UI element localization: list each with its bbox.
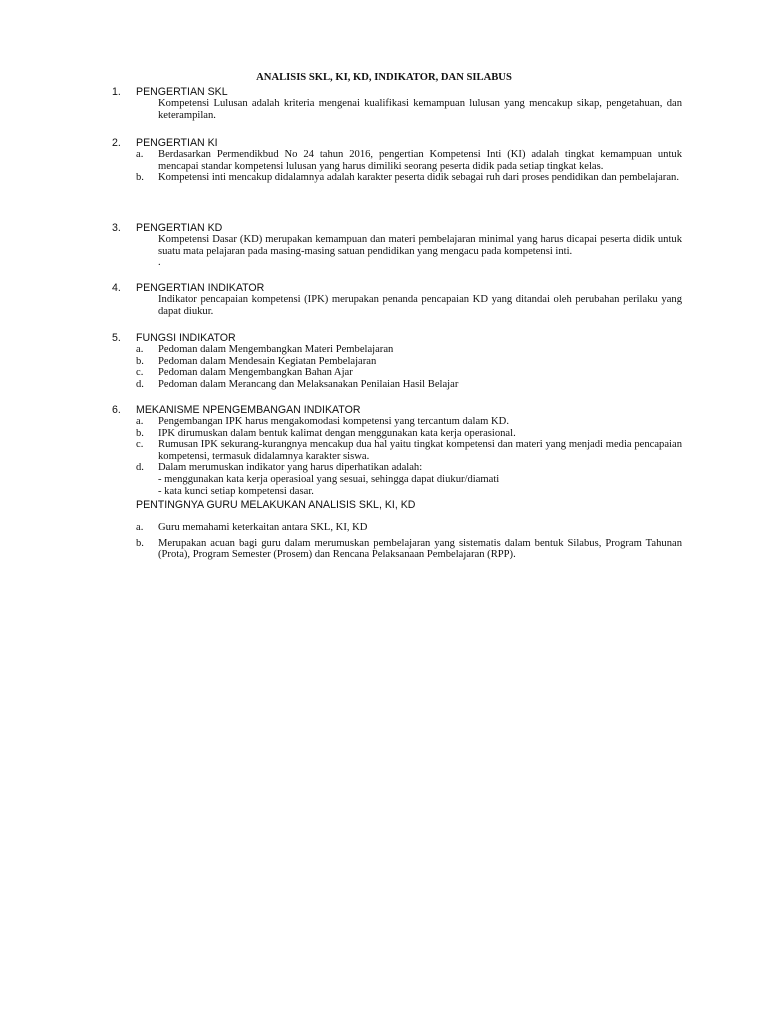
section-pentingnya — [112, 522, 682, 561]
section-heading: PENGERTIAN KD — [136, 222, 223, 234]
section-heading-pentingnya: PENTINGNYA GURU MELAKUKAN ANALISIS SKL, KI, KD — [136, 499, 416, 511]
item-letter: a. — [136, 522, 144, 533]
item-text: Guru memahami keterkaitan antara SKL, KI, KD — [158, 522, 368, 533]
list-item — [112, 462, 682, 497]
item-letter: a. — [136, 344, 144, 355]
item-subpoint: - menggunakan kata kerja operasioal yang sesuai, sehingga dapat diukur/diamati — [158, 473, 500, 485]
section-paragraph: Indikator pencapaian kompetensi (IPK) merupakan penanda pencapaian KD yang ditandai oleh perubahan perilaku yang dapat diukur. — [158, 294, 682, 317]
section-heading: PENGERTIAN SKL — [136, 86, 228, 98]
item-letter: b. — [136, 355, 144, 367]
item-list — [112, 522, 682, 561]
item-text: Pedoman dalam Mendesain Kegiatan Pembelajaran — [158, 355, 377, 367]
item-text: Kompetensi inti mencakup didalamnya adalah karakter peserta didik sebagai ruh dari proses pendidikan dan pembelajaran. — [158, 172, 679, 184]
list-item — [112, 379, 682, 391]
list-item — [112, 367, 682, 379]
section-header — [112, 404, 682, 416]
list-item — [112, 356, 682, 368]
item-list — [112, 149, 682, 184]
section-indikator — [112, 282, 682, 317]
trailing-dot: . — [158, 257, 161, 269]
item-subpoint: - kata kunci setiap kompetensi dasar. — [158, 485, 314, 497]
list-item — [112, 522, 682, 534]
list-item — [112, 172, 682, 184]
item-text: Dalam merumuskan indikator yang harus diperhatikan adalah: — [158, 462, 423, 474]
section-heading: PENGERTIAN KI — [136, 137, 218, 149]
item-text: Pedoman dalam Merancang dan Melaksanakan Penilaian Hasil Belajar — [158, 378, 459, 390]
section-heading: MEKANISME NPENGEMBANGAN INDIKATOR — [136, 404, 361, 416]
item-letter: c. — [136, 439, 144, 451]
section-number: 6. — [112, 404, 121, 416]
item-text: Rumusan IPK sekurang-kurangnya mencakup dua hal yaitu tingkat kompetensi dan materi yang menjadi media pencapaian kompetensi, termasuk didalamnya karakter siswa. — [158, 439, 682, 462]
item-list — [112, 416, 682, 497]
section-paragraph: Kompetensi Dasar (KD) merupakan kemampuan dan materi pembelajaran minimal yang harus dicapai peserta didik untuk suatu mata pelajaran pada masing-masing satuan pendidikan yang mengacu pada kompetensi inti. — [158, 234, 682, 257]
list-item — [112, 344, 682, 356]
section-header — [112, 86, 682, 98]
item-text: Berdasarkan Permendikbud No 24 tahun 2016, pengertian Kompetensi Inti (KI) adalah tingkat kemampuan untuk mencapai standar kompetensi lulusan yang harus dimiliki seorang peserta didik pada setiap tingkat kelas. — [158, 149, 682, 172]
item-text: Pengembangan IPK harus mengakomodasi kompetensi yang tercantum dalam KD. — [158, 416, 509, 427]
item-letter: b. — [136, 537, 144, 549]
list-item — [112, 149, 682, 172]
item-letter: b. — [136, 427, 144, 439]
list-item — [112, 538, 682, 561]
item-letter: b. — [136, 172, 144, 184]
item-letter: d. — [136, 378, 144, 390]
item-text: Pedoman dalam Mengembangkan Materi Pembelajaran — [158, 344, 394, 355]
section-paragraph: Kompetensi Lulusan adalah kriteria mengenai kualifikasi kemampuan lulusan yang mencakup sikap, pengetahuan, dan keterampilan. — [158, 98, 682, 121]
section-ki — [112, 137, 682, 184]
item-text: Merupakan acuan bagi guru dalam merumuskan pembelajaran yang sistematis dalam bentuk Silabus, Program Tahunan (Prota), Program Semester (Prosem) dan Rencana Pelaksanaan Pembelajaran (RPP). — [158, 537, 682, 561]
item-letter: c. — [136, 367, 144, 379]
item-text: Pedoman dalam Mengembangkan Bahan Ajar — [158, 367, 353, 379]
section-skl — [112, 86, 682, 121]
section-number: 4. — [112, 282, 121, 294]
list-item — [112, 428, 682, 440]
section-kd — [112, 222, 682, 269]
item-letter: d. — [136, 462, 144, 474]
item-list — [112, 344, 682, 390]
section-header — [112, 332, 682, 344]
section-header — [112, 137, 682, 149]
section-number: 3. — [112, 222, 121, 234]
section-number: 1. — [112, 86, 121, 98]
section-heading: FUNGSI INDIKATOR — [136, 332, 236, 344]
item-letter: a. — [136, 149, 144, 160]
section-heading: PENGERTIAN INDIKATOR — [136, 282, 265, 294]
list-item — [112, 439, 682, 462]
section-number: 5. — [112, 332, 121, 344]
section-fungsi — [112, 332, 682, 390]
item-letter: a. — [136, 416, 144, 427]
section-header — [112, 282, 682, 294]
list-item — [112, 416, 682, 428]
section-mekanisme — [112, 404, 682, 497]
section-number: 2. — [112, 137, 121, 149]
section-header — [112, 222, 682, 234]
item-text: IPK dirumuskan dalam bentuk kalimat dengan menggunakan kata kerja operasional. — [158, 427, 516, 439]
document-title: ANALISIS SKL, KI, KD, INDIKATOR, DAN SILABUS — [256, 72, 512, 83]
